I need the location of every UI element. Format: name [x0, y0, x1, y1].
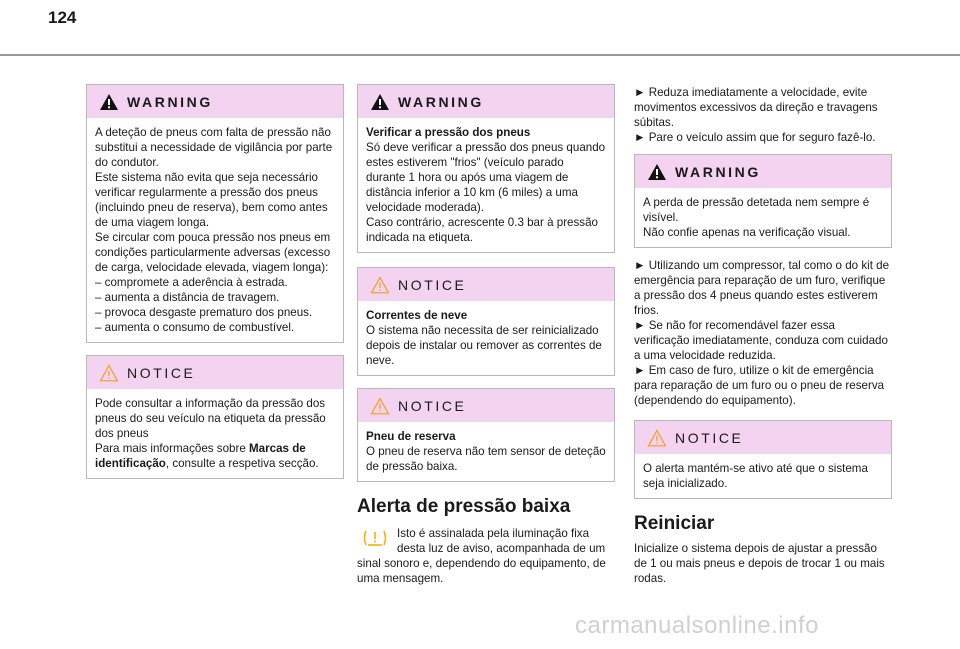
intro-steps — [634, 85, 892, 145]
warning-triangle-icon — [647, 163, 667, 181]
warning-line: A deteção de pneus com falta de pressão não substitui a necessidade de vigilância por parte do condutor. — [95, 126, 333, 169]
warning-box — [357, 84, 615, 253]
notice-box-header — [635, 421, 891, 454]
notice-heading: Pneu de reserva — [366, 430, 456, 443]
notice-line: Pode consultar a informação da pressão dos pneus do seu veículo na etiqueta da pressão dos pneus — [95, 397, 326, 440]
watermark: carmanualsonline.info — [575, 612, 819, 639]
section-text-block — [634, 541, 892, 586]
warning-title: WARNING — [398, 93, 484, 110]
notice-box — [634, 420, 892, 499]
notice-line: O alerta mantém-se ativo até que o sistema seja inicializado. — [643, 462, 868, 490]
notice-heading: Correntes de neve — [366, 309, 468, 322]
notice-line: O sistema não necessita de ser reinicializado depois de instalar ou remover as correntes de neve. — [366, 324, 602, 367]
warning-box — [634, 154, 892, 248]
step-item: ► Em caso de furo, utilize o kit de emergência para reparação de um furo ou o pneu de reserva (dependendo do equipamento). — [634, 364, 885, 407]
warning-box — [86, 84, 344, 343]
notice-box-header — [358, 389, 614, 422]
section-heading-reset: Reiniciar — [634, 513, 715, 534]
notice-box — [357, 267, 615, 376]
column-1 — [86, 84, 344, 479]
notice-title: NOTICE — [675, 429, 744, 446]
column-2 — [357, 84, 615, 586]
warning-line: – aumenta o consumo de combustível. — [95, 321, 295, 334]
notice-body — [87, 389, 343, 478]
notice-text: Para mais informações sobre — [95, 442, 250, 455]
warning-line: – provoca desgaste prematuro dos pneus. — [95, 306, 313, 319]
warning-triangle-icon — [370, 93, 390, 111]
notice-triangle-icon — [370, 276, 390, 294]
notice-triangle-icon — [647, 429, 667, 447]
notice-title: NOTICE — [127, 364, 196, 381]
header-rule — [0, 54, 960, 56]
notice-triangle-icon — [99, 364, 119, 382]
notice-box-header — [87, 356, 343, 389]
warning-line: Caso contrário, acrescente 0.3 bar à pressão indicada na etiqueta. — [366, 216, 598, 244]
warning-line: Este sistema não evita que seja necessário verificar regularmente a pressão dos pneus (incluindo pneu de reserva), bem como antes de uma viagem longa. — [95, 171, 328, 229]
step-item: ► Utilizando um compressor, tal como o do kit de emergência para reparação de um furo, verifique a pressão dos 4 pneus quando estes estiverem frios. — [634, 259, 890, 317]
warning-line: Não confie apenas na verificação visual. — [643, 226, 851, 239]
warning-body — [358, 118, 614, 252]
notice-line — [95, 441, 335, 471]
warning-title: WARNING — [127, 93, 213, 110]
warning-body — [635, 188, 891, 247]
warning-line: – aumenta a distância de travagem. — [95, 291, 280, 304]
notice-link-text: Marcas de identificação — [95, 442, 306, 470]
warning-body — [87, 118, 343, 342]
notice-title: NOTICE — [398, 276, 467, 293]
procedure-steps — [634, 258, 892, 408]
section-heading-low-pressure: Alerta de pressão baixa — [357, 496, 571, 517]
notice-line: O pneu de reserva não tem sensor de deteção de pressão baixa. — [366, 445, 606, 473]
warning-triangle-icon — [99, 93, 119, 111]
section-text: Inicialize o sistema depois de ajustar a pressão de 1 ou mais pneus e depois de trocar 1 ou mais rodas. — [634, 542, 885, 585]
warning-line: A perda de pressão detetada nem sempre é visível. — [643, 196, 870, 224]
section-text-block — [357, 526, 615, 586]
notice-box-header — [358, 268, 614, 301]
warning-heading: Verificar a pressão dos pneus — [366, 126, 531, 139]
notice-title: NOTICE — [398, 397, 467, 414]
warning-line: Se circular com pouca pressão nos pneus em condições particularmente adversas (excesso de carga, velocidade elevada, viagem longa): — [95, 231, 331, 274]
warning-box-header — [358, 85, 614, 118]
step-item: ► Pare o veículo assim que for seguro fazê-lo. — [634, 131, 876, 144]
warning-title: WARNING — [675, 163, 761, 180]
notice-body — [358, 301, 614, 375]
warning-line: Só deve verificar a pressão dos pneus quando estes estiverem "frios" (veículo parado durante 1 hora ou após uma viagem de distância inferior a 10 km (6 miles) a uma velocidade moderada). — [366, 141, 606, 214]
tyre-pressure-warning-light-icon — [361, 527, 389, 549]
notice-box — [86, 355, 344, 479]
warning-box-header — [87, 85, 343, 118]
step-item: ► Reduza imediatamente a velocidade, evite movimentos excessivos da direção e travagens súbitas. — [634, 86, 878, 129]
notice-body — [358, 422, 614, 481]
notice-body — [635, 454, 891, 498]
notice-triangle-icon — [370, 397, 390, 415]
page-number: 124 — [48, 8, 77, 27]
step-item: ► Se não for recomendável fazer essa verificação imediatamente, conduza com cuidado a uma velocidade reduzida. — [634, 319, 888, 362]
warning-box-header — [635, 155, 891, 188]
warning-line: – compromete a aderência à estrada. — [95, 276, 288, 289]
column-3 — [634, 85, 892, 586]
notice-box — [357, 388, 615, 482]
section-text: Isto é assinalada pela iluminação fixa desta luz de aviso, acompanhada de um sinal sonoro e, dependendo do equipamento, de uma mensagem. — [357, 527, 606, 585]
notice-text: , consulte a respetiva secção. — [165, 457, 319, 470]
